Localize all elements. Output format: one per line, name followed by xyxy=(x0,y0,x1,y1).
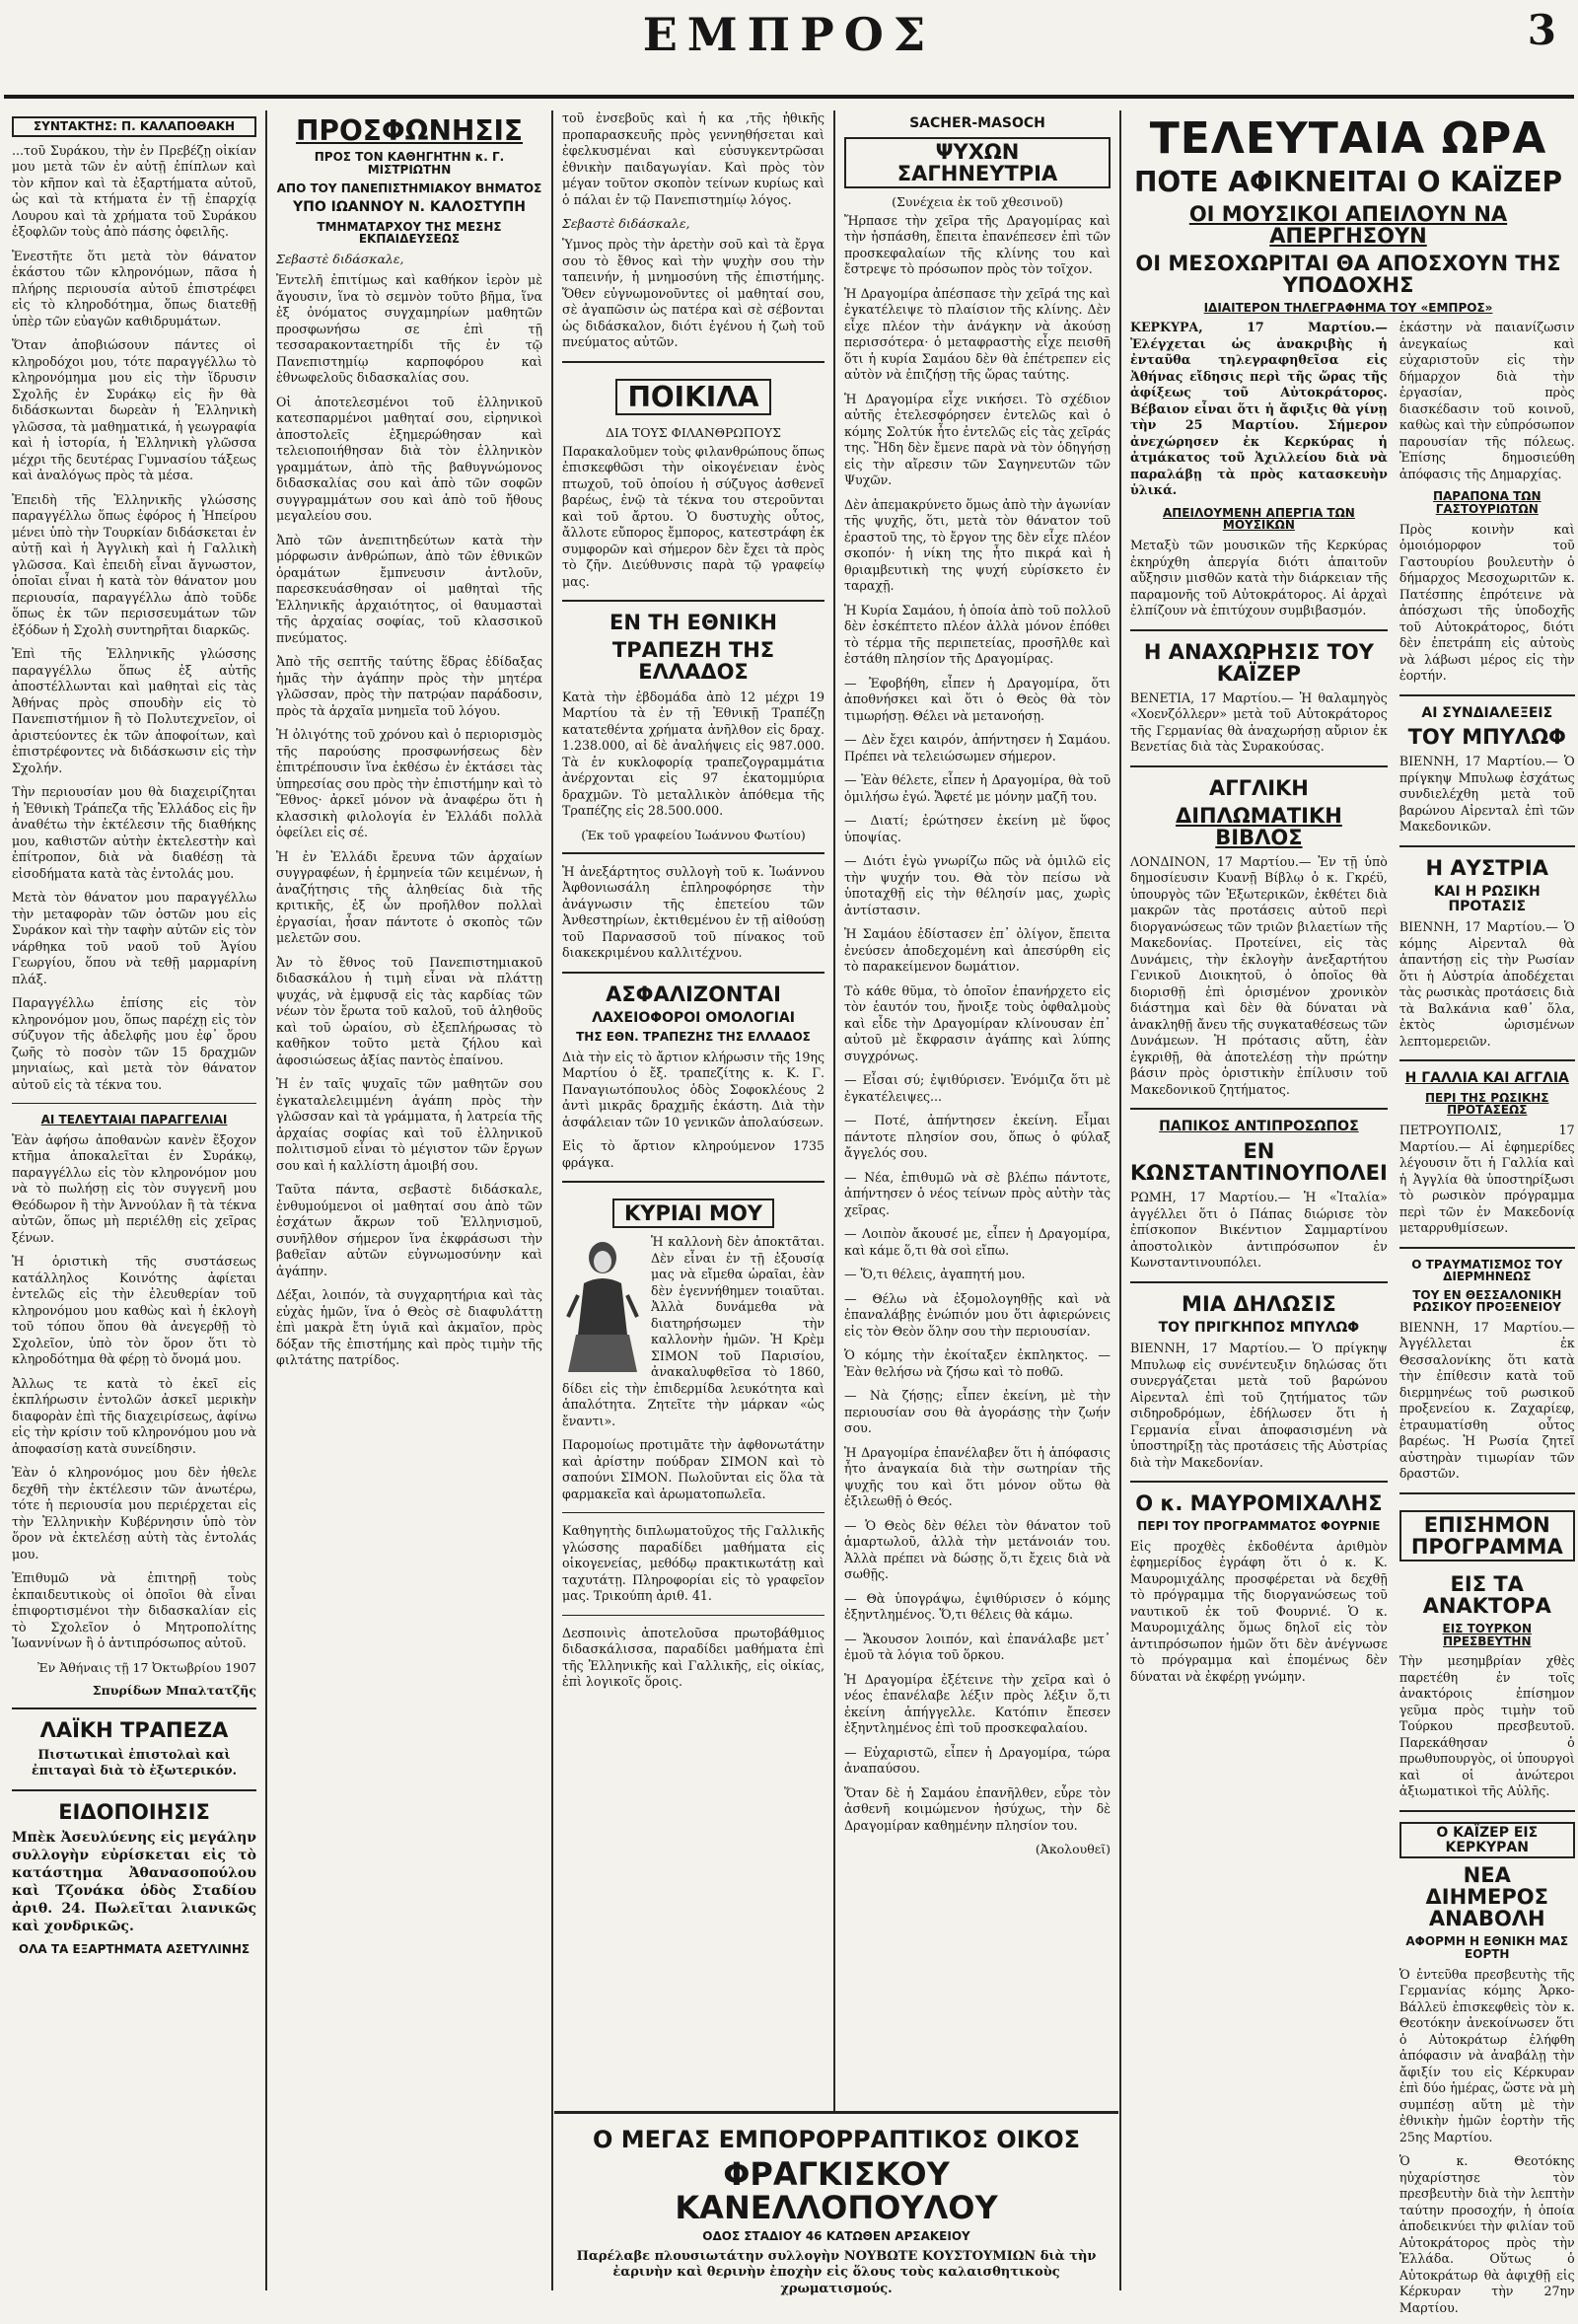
column-divider xyxy=(551,110,553,2290)
column-1 xyxy=(4,110,264,2290)
article-paragraph: Ἐντελῆ ἐπιτίμως καὶ καθήκον ἱερὸν μὲ ἄγουσιν, ἵνα τὸ σεμνὸν τοῦτο βῆμα, ἵνα ἐξ ὀνόματος συγχαμηρίων μαθητῶν προσφωνήσω σε ἐπὶ τῇ τεσσαρακονταετηρίδι τῆς ἐν τῷ Πανεπιστημίῳ καρποφόρου καὶ ἐθνωφελοῦς διδασκαλίας σου. xyxy=(276,272,542,386)
official-heading: ΕΙΣ ΤΑ ΑΝΑΚΤΟΡΑ xyxy=(1422,1572,1551,1619)
serial-paragraph: Ὁ κόμης τὴν ἐκοίταξεν ἐκπληκτος. — Ἐὰν θελήσω νὰ ζήσω καὶ τὸ ποθῶ. xyxy=(844,1347,1111,1379)
serial-paragraph: Ἡ Σαμάου ἐδίστασεν ἐπ᾽ ὀλίγον, ἔπειτα ἐνεύσεν ἀποδεχομένη καὶ ἀπεσύρθη εἰς τὸ παρακείμενον δωμάτιον. xyxy=(844,926,1111,975)
kaiser-return-heading: Η ΑΝΑΧΩΡΗΣΙΣ ΤΟΥ ΚΑΪΖΕΡ xyxy=(1143,639,1374,686)
article-paragraph: Ἀλλως τε κατὰ τὸ ἐκεῖ εἰς ἐκπλήρωσιν ἐντολῶν ἀσκεῖ μερικὴν διαφορὰν ἐπὶ τῆς διαχειρίσεως, ἀφίνω εἰς τὴν κρίσιν τοῦ κληρονόμου μου νὰ ἀποφασίσῃ κατὰ συνείδησιν. xyxy=(12,1375,256,1456)
bank-text: Πιστωτικαὶ ἐπιστολαὶ καὶ ἐπιταγαὶ διὰ τὸ ἐξωτερικόν. xyxy=(31,1746,238,1779)
masthead xyxy=(0,0,1578,103)
poikila-heading: ΠΟΙΚΙΛΑ xyxy=(615,379,770,415)
article-paragraph: Ἐὰν ὁ κληρονόμος μου δὲν ἠθελε δεχθῆ τὴν ἐκτέλεσιν τῶν ἀνωτέρω, τότε ἡ περιουσία μου περιέρχεται εἰς τὴν Ἑλληνικὴν Κυβέρνησιν ὑπὸ τὸν ὅρον νὰ ἐκτελέσῃ αὐτὴ τὰς ἐντολάς μου. xyxy=(12,1465,256,1561)
divider xyxy=(1130,1481,1388,1483)
serial-paragraph: — Θέλω νὰ ἐξομολογηθῇς καὶ νὰ ἐπαναλάβῃς ἐνώπιόν μου ὅτι ἀφιερώνεις εἰς τὸν Θεὸν ὅλην σου τὴν περιουσίαν. xyxy=(844,1290,1111,1339)
prince-heading: ΜΙΑ ΔΗΛΩΣΙΣ xyxy=(1182,1291,1336,1316)
bank-heading: ΕΝ ΤΗ ΕΘΝΙΚΗ xyxy=(610,611,777,635)
column-3 xyxy=(554,110,832,2290)
article-paragraph: Ἐνεστῆτε ὅτι μετὰ τὸν θάνατον ἑκάστου τῶν κληρονόμων, πᾶσα ἡ πλήρης περιουσία αὐτοῦ ἐπιστρέφει εἰς τὸ κληροδότημα, ὅπως διατεθῇ ὑπὲρ τῶν εὐαγῶν καθιδρυμάτων. xyxy=(12,248,256,328)
kaiser-return-text: ΒΕΝΕΤΙΑ, 17 Μαρτίου.— Ἡ θαλαμηγὸς «Χοενζόλλερν» μετὰ τοῦ Αὐτοκράτορος τῆς Γερμανίας θὰ ἀναχωρήσῃ αὔριον ἐκ Βενετίας διὰ τὰς Συρακούσας. xyxy=(1130,690,1388,755)
serial-paragraph: — Ποτέ, ἀπήντησεν ἐκείνη. Εἶμαι πάντοτε πλησίον σου, ὅπως ὁ φύλαξ ἄγγελός σου. xyxy=(844,1113,1111,1161)
column-divider xyxy=(265,110,267,2290)
serial-paragraph: — Ὅ,τι θέλεις, ἀγαπητή μου. xyxy=(844,1267,1026,1282)
ad-line-2: ΦΡΑΓΚΙΣΚΟΥ ΚΑΝΕΛΛΟΠΟΥΛΟΥ xyxy=(675,2155,998,2226)
meetings-text: ΒΙΕΝΝΗ, 17 Μαρτίου.— Ὁ πρίγκηψ Μπυλωφ ἐσχάτως συνδιελέχθη μετὰ τοῦ βαρώνου Αἰρενταλ ἐπὶ τῶν Μακεδονικῶν. xyxy=(1399,754,1575,835)
insurance-text: Εἰς τὸ ἄρτιον κληρούμενον 1735 φράγκα. xyxy=(562,1138,825,1170)
serial-paragraph: Ὅταν δὲ ἡ Σαμάου ἐπανῆλθεν, εὗρε τὸν ἀσθενῆ κοιμώμενον ἡσύχως, τὴν δὲ Δραγομίραν καθημένην πλησίον του. xyxy=(844,1784,1111,1833)
english-heading: ΔΙΠΛΩΜΑΤΙΚΗ ΒΙΒΛΟΣ xyxy=(1175,803,1342,849)
greeting: Σεβαστὲ διδάσκαλε, xyxy=(276,252,404,267)
serial-continued: (Συνέχεια ἐκ τοῦ χθεσινοῦ) xyxy=(892,193,1063,209)
divider xyxy=(1130,629,1388,631)
serial-title: ΨΥΧΩΝ ΣΑΓΗΝΕΥΤΡΙΑ xyxy=(844,137,1111,188)
pope-heading: ΕΝ ΚΩΝΣΤΑΝΤΙΝΟΥΠΟΛΕΙ xyxy=(1130,1138,1388,1186)
article-subheading: ΑΠΟ ΤΟΥ ΠΑΝΕΠΙΣΤΗΜΙΑΚΟΥ ΒΗΜΑΤΟΣ xyxy=(276,181,542,195)
serial-paragraph: — Εὐχαριστῶ, εἶπεν ἡ Δραγομίρα, τώρα ἀναπαύσου. xyxy=(844,1744,1111,1777)
article-paragraph: Μετὰ τὸν θάνατον μου παραγγέλλω τὴν μεταφορὰν τῶν ὀστῶν μου εἰς Συράκον καὶ τὴν ταφὴν αὐτῶν εἰς τὸν νάρθηκα τοῦ ναοῦ τοῦ Ἁγίου Γεωργίου, ὅπου νὰ τεθῇ μαρμαρίνη πλάξ. xyxy=(12,890,256,986)
column-divider xyxy=(833,110,835,2290)
col5-left-text: ἑκάστην νὰ παιανίζωσιν ἀνεγκαίως καὶ εὐχαριστοῦν εἰς τὴν δήμαρχον διὰ τὴν ἐργασίαν, πρὸς διασκέδασιν τοῦ κοινοῦ, καθὼς καὶ τὴν εὐπρόσωπον παρουσίαν τῆς πόλεως. Ἐπίσης δημοσιεύθη ἀπόφασις τῆς Δημαρχίας. xyxy=(1399,320,1575,481)
serial-paragraph: — Ἐφοβήθη, εἶπεν ἡ Δραγομίρα, ὅτι ἀποθνήσκει καὶ ὅτι ὁ Θεὸς θὰ τὸν τιμωρήσῃ. Θέλει νὰ μετανοήσῃ. xyxy=(844,675,1111,723)
mauro-heading: ΠΕΡΙ ΤΟΥ ΠΡΟΓΡΑΜΜΑΤΟΣ ΦΟΥΡΝΙΕ xyxy=(1137,1519,1381,1534)
official-heading: ΕΙΣ ΤΟΥΡΚΟΝ ΠΡΕΣΒΕΥΤΗΝ xyxy=(1442,1622,1532,1648)
divider xyxy=(562,1512,825,1513)
ad-line-4: Παρέλαβε πλουσιωτάτην συλλογὴν ΝΟΥΒΩΤΕ ΚΟΥΣΤΟΥΜΙΩΝ διὰ τὴν ἐαρινὴν καὶ θερινὴν ἐποχὴν εἰς ὅλους τοὺς καλαισθητικοὺς χρωματισμούς. xyxy=(576,2248,1097,2296)
divider xyxy=(1399,1810,1575,1812)
pope-text: ΡΩΜΗ, 17 Μαρτίου.— Ἡ «Ἰταλία» ἀγγέλλει ὅτι ὁ Πάπας διώρισε τὸν ἐπίσκοπον Βικέντιον Σαμμαρτίνου ἀποστολικὸν ἀντιπρόσωπον ἐν Κωνσταντινουπόλει. xyxy=(1130,1190,1388,1271)
serial-paragraph: Ἡ Δραγομίρα ἐπανέλαβεν ὅτι ἡ ἀπόφασις ἦτο ἀναγκαία διὰ τὴν σωτηρίαν τῆς ψυχῆς του καὶ ὅτι μόνον οὕτω θὰ ἐξιλεωθῇ ὁ Θεός. xyxy=(844,1444,1111,1509)
strike-heading: ΑΠΕΙΛΟΥΜΕΝΗ ΑΠΕΡΓΙΑ ΤΩΝ ΜΟΥΣΙΚΩΝ xyxy=(1162,505,1355,533)
national-text: Ὁ ἐντεῦθα πρεσβευτὴς τῆς Γερμανίας κόμης Ἀρκο-Βάλλεϋ ἐπισκεφθεὶς τὸν κ. Θεοτόκην ἀνεκοίνωσεν ὅτι ὁ Αὐτοκράτωρ ἐλήφθη ἀπόφασιν νὰ ἀναβάλῃ τὴν ἄφιξίν του εἰς Κέρκυραν ἐπὶ δύο ἡμέρας, ὥστε νὰ μὴ συμπέσῃ αὕτη μὲ τὴν ἐθνικὴν ἡμῶν ἑορτὴν τῆς 25ης Μαρτίου. xyxy=(1399,1966,1575,2144)
divider xyxy=(1399,845,1575,847)
austria-text: ΒΙΕΝΝΗ, 17 Μαρτίου.— Ὁ κόμης Αἰρενταλ θὰ ἀπαντήσῃ εἰς τὴν Ρωσίαν ὅτι ἡ Αὐστρία ἀποδέχεται τὰς ρωσικὰς προτάσεις διὰ τὰ Βαλκάνια καθ᾽ ὅλα, ἐκτὸς ὡρισμένων λεπτομερειῶν. xyxy=(1399,919,1575,1049)
article-paragraph: Ἡ ὁριστικὴ τῆς συστάσεως κατάλληλος Κοινότης ἀφίεται ἐντελῶς εἰς τὴν ἐλευθερίαν τοῦ κληρονόμου μου καθὼς καὶ ἡ ἐκλογὴ τοῦ τόπου ὅπου θὰ ἀνεγερθῇ τὸ Σχολεῖον, ὑπὸ τὸν ὅρον ὅτι τὸ κληροδότημα θὰ φέρῃ τὸ ὄνομά μου. xyxy=(12,1254,256,1367)
article-paragraph: Ὅταν ἀποβιώσουν πάντες οἱ κληροδόχοι μου, τότε παραγγέλλω τὸ κληρονόμημα μου εἰς τὴν ἵδρυσιν Σχολῆς ἐν Συράκῳ εἰς ἣν θὰ διδάσκωνται δωρεὰν ἡ Ἑλληνικὴ γλῶσσα, τὰ μαθηματικά, ἡ γεωγραφία καὶ ἡ ἱστορία, ἡ Ἑλληνικὴ γλῶσσα μέχρι τῆς δευτέρας Γυμνασίου τάξεως καὶ ἀναλόγως πρὸς τὰ μέσα. xyxy=(12,337,256,483)
national-text: Ὁ κ. Θεοτόκης ηὐχαρίστησε τὸν πρεσβευτὴν διὰ τὴν λεπτὴν ταύτην προσοχήν, ἡ ὁποία ἀποδεικνύει τὴν φιλίαν τοῦ Αὐτοκράτορος πρὸς τὴν Ἑλλάδα. Οὕτως ὁ Αὐτοκράτωρ θὰ ἀφιχθῇ εἰς Κέρκυραν τὴν 27ην Μαρτίου. xyxy=(1399,2153,1575,2315)
teacher-ad: Καθηγητὴς διπλωματοῦχος τῆς Γαλλικῆς γλώσσης παραδίδει μαθήματα εἰς οἰκογενείας, μεθόδῳ πρακτικωτάτῃ καὶ ταχυτάτῃ. Πληροφορίαι εἰς τὸ γραφεῖον μας. Τρικούπη ἀριθ. 41. xyxy=(562,1523,825,1604)
serial-paragraph: Ἡ Κυρία Σαμάου, ἡ ὁποία ἀπὸ τοῦ πολλοῦ δὲν ἐσκέπτετο πλέον ἀλλὰ μόνον ἐπόθει τὸ τέρμα τῆς περιπετείας, προσῆλθε καὶ ἐστάθη πλησίον τῆς Δραγομίρας. xyxy=(844,602,1111,667)
official-heading: ΕΠΙΣΗΜΟΝ ΠΡΟΓΡΑΜΜΑ xyxy=(1399,1510,1575,1561)
pope-heading: ΠΑΠΙΚΟΣ ΑΝΤΙΠΡΟΣΩΠΟΣ xyxy=(1159,1119,1359,1135)
greeting: Σεβαστὲ διδάσκαλε, xyxy=(562,216,690,231)
article-paragraph: Ταῦτα πάντα, σεβαστὲ διδάσκαλε, ἐνθυμούμενοι οἱ μαθηταί σου ἀπὸ τῶν ἐσχάτων ἄκρων τοῦ Ἑλληνισμοῦ, συνῆλθον σήμερον ἵνα ἐκφράσωσι τὴν βαθεῖαν αὐτῶν εὐγνωμοσύνην καὶ ἀγάπην. xyxy=(276,1182,542,1278)
article-paragraph: Ἐπιθυμῶ νὰ ἐπιτηρῇ τοὺς ἐκπαιδευτικοὺς οἱ ὁποῖοι θὰ εἶναι ἐπιφορτισμένοι τὴν διδασκαλίαν εἰς τὸ Σχολεῖον ὁ Μητροπολίτης Ἰωαννίνων ἢ ὁ ἀντιπρόσωπος αὐτοῦ. xyxy=(12,1570,256,1651)
national-heading: ΑΦΟΡΜΗ Η ΕΘΝΙΚΗ ΜΑΣ ΕΟΡΤΗ xyxy=(1405,1934,1569,1961)
mauro-text: Εἰς προχθὲς ἐκδοθέντα ἀριθμὸν ἐφημερίδος ἐγράφη ὅτι ὁ κ. Κ. Μαυρομιχάλης προσφέρεται νὰ δεχθῇ τὸ πρόγραμμα τῆς διοργανώσεως τοῦ ναυτικοῦ ἐκ τοῦ Φουρνιέ. Ὁ κ. Μαυρομιχάλης ὅμως δηλοῖ εἰς τὸν ἀντιπρόσωπον ἡμῶν ὅτι δὲν ἀνέγνωσε τὸ πρόγραμμα καὶ ἑπομένως δὲν δύναται νὰ ἐκφέρῃ γνώμην. xyxy=(1130,1538,1388,1684)
divider xyxy=(562,852,825,854)
headline-sub: ΙΔΙΑΙΤΕΡΟΝ ΤΗΛΕΓΡΑΦΗΜΑ ΤΟΥ «ΕΜΠΡΟΣ» xyxy=(1203,300,1493,315)
insurance-heading: ΑΣΦΑΛΙΖΟΝΤΑΙ xyxy=(606,981,781,1006)
article-paragraph: Δέξαι, λοιπόν, τὰ συγχαρητήρια καὶ τὰς εὐχὰς ἡμῶν, ἵνα ὁ Θεὸς σὲ διαφυλάττῃ ἐπὶ μακρὰ ἔτη ὑγιᾶ καὶ ἀκμαῖον, πρὸς δόξαν τῆς ἐπιστήμης καὶ πρὸς τιμὴν τῆς φιλτάτης πατρίδος. xyxy=(276,1287,542,1368)
article-paragraph: Ἀπὸ τῶν ἀνεπιτηδεύτων κατὰ τὴν μόρφωσιν ἀνθρώπων, ἀπὸ τῶν ἐθνικῶν ὀραμάτων ἔμπνευσιν ἀντλοῦν, παρεσκευάσθησαν οἱ μαθηταὶ τῆς Ἑλληνικῆς ἀρχαιότητος, οἱ θαυμασταὶ τῆς ἀρχαίας σοφίας, τοῦ κλασσικοῦ πνεύματος. xyxy=(276,532,542,645)
new-delay-heading: ΝΕΑ ΔΙΗΜΕΡΟΣ ΑΝΑΒΟΛΗ xyxy=(1425,1863,1548,1931)
bank-note: (Ἐκ τοῦ γραφείου Ἰωάννου Φωτίου) xyxy=(581,827,806,842)
column-2 xyxy=(268,110,550,2290)
serial-author: SACHER-MASOCH xyxy=(909,115,1045,131)
divider xyxy=(562,600,825,602)
serial-paragraph: — Θὰ ὑπογράψω, ἐψιθύρισεν ὁ κόμης ἐξηντλημένος. Ὅ,τι θέλεις θὰ κάμω. xyxy=(844,1590,1111,1623)
section-heading: ΑΙ ΤΕΛΕΥΤΑΙΑΙ ΠΑΡΑΓΓΕΛΙΑΙ xyxy=(40,1113,228,1127)
article-subheading: ΥΠΟ ΙΩΑΝΝΟΥ Ν. ΚΑΛΟΣΤΥΠΗ xyxy=(293,199,526,216)
editor-header: ΣΥΝΤΑΚΤΗΣ: Π. ΚΑΛΑΠΟΘΑΚΗ xyxy=(12,116,256,137)
divider xyxy=(12,1707,256,1709)
serial-paragraph: — Νὰ ζήσῃς; εἶπεν ἐκείνη, μὲ τὴν περιουσίαν σου θὰ ἀγοράσῃς τὴν ζωήν σου. xyxy=(844,1388,1111,1436)
article-paragraph: Οἱ ἀποτελεσμένοι τοῦ ἑλληνικοῦ κατεσπαρμένοι μαθηταί σου, εἰρηνικοὶ ἀποστολεῖς ἐξημερώθησαν καὶ τελειοποιήθησαν διὰ τὸν ἑλληνικὸν γραμμάτων, ἀπὸ τῆς βαθυγνώμονος διδασκαλίας σου καὶ ἀπὸ τῶν σοφῶν συγγραμμάτων σου καὶ ἀπὸ τοῦ ἤθους μεγαλείου σου. xyxy=(276,394,542,524)
serial-paragraph: — Νέα, ἐπιθυμῶ νὰ σὲ βλέπω πάντοτε, ἀπήντησεν ὁ νέος τείνων πρὸς αὐτὴν τὰς χεῖρας. xyxy=(844,1169,1111,1217)
english-heading: ΑΓΓΛΙΚΗ xyxy=(1208,775,1309,800)
divider xyxy=(562,972,825,974)
article-paragraph: Ἡ ὀλιγότης τοῦ χρόνου καὶ ὁ περιορισμὸς τῆς παρούσης προσφωνήσεως δὲν ἐπιτρέπουσιν ἵνα ἐκθέσω ἐν ἐκτάσει τὰς ὑπηρεσίας σου πρὸς τὴν ἐπιστήμην καὶ τὸ Ἔθνος· ἀρκεῖ μόνον νὰ ἀναφέρω ὅτι ἡ κλασσικὴ φιλολογία ἐν Ἑλλάδι πολλὰ ὀφείλει εἰς σέ. xyxy=(276,727,542,840)
english-text: ΛΟΝΔΙΝΟΝ, 17 Μαρτίου.— Ἐν τῇ ὑπὸ δημοσίευσιν Κυανῇ Βίβλῳ ὁ κ. Γκρέϋ, ὑπουργὸς τῶν Ἐξωτερικῶν, ἐκθέτει διὰ μακρῶν τὰς προτάσεις αὐτοῦ περὶ διοργανώσεως τῶν τριῶν βιλαετίων τῆς Μακεδονίας. Προτείνει, εἰς τὰς Δυνάμεις, τὴν ἐκλογὴν ἀνεξαρτήτου Γενικοῦ Διοικητοῦ, ὁ ὁποῖος θὰ διορισθῇ ἐπὶ ὁρισμένον χρονικὸν διάστημα καὶ δὲν θὰ δύναται νὰ ἀνακληθῇ ἄνευ τῆς συγκαταθέσεως τῶν Δυνάμεων. Ἡ πρότασις αὕτη, ἐὰν ἐγκριθῇ, θὰ ἀποτελέσῃ τὴν πρώτην βάσιν πρὸς ὁριστικὴν ἐπίλυσιν τοῦ Μακεδονικοῦ ζητήματος. xyxy=(1130,853,1388,1097)
notices-heading: ΕΙΔΟΠΟΙΗΣΙΣ xyxy=(58,1799,210,1824)
divider xyxy=(12,1103,256,1104)
article-paragraph: Παραγγέλλω ἐπίσης εἰς τὸν κληρονόμον μου, ὅπως παρέχῃ εἰς τὸν σύζυγον τῆς ἀδελφῆς μου ἐφ᾽ ὅρου ζωῆς τὸ ποσὸν τῶν 15 δραχμῶν μηνιαίως, καὶ μετὰ τὸν θάνατον αὐτοῦ εἰς τὰ τέκνα του. xyxy=(12,995,256,1092)
kaiser-kerkyra-heading: Ο ΚΑΪΖΕΡ ΕΙΣ ΚΕΡΚΥΡΑΝ xyxy=(1399,1822,1575,1858)
notices-text: Μπὲκ Ἀσευλύενης εἰς μεγάλην συλλογὴν εὐρίσκεται εἰς τὸ κατάστημα Ἀθανασοπούλου καὶ Τζονάκα ὁδὸς Σταδίου ἀριθ. 24. Πωλεῖται λιανικῶς καὶ χονδρικῶς. xyxy=(12,1829,256,1934)
article-paragraph: Ἡ ἐν ταῖς ψυχαῖς τῶν μαθητῶν σου ἐγκαταλελειμμένη ἀγάπη πρὸς τὴν γλῶσσαν καὶ τὰ γράμματα, ἡ λατρεία τῆς ἀρχαίας σοφίας καὶ τοῦ ἑλληνικοῦ πολιτισμοῦ εἶναι τὸ μέγιστον τῶν ἔργων σου καὶ ἡ καλλίστη ἀμοιβή σου. xyxy=(276,1076,542,1173)
poikila-text: Παρακαλοῦμεν τοὺς φιλανθρώπους ὅπως ἐπισκεφθῶσι τὴν οἰκογένειαν ἑνὸς πτωχοῦ, τοῦ ὁποίου ἡ σύζυγος ἀσθενεῖ βαρέως, ἐνῷ τὰ τέκνα του στεροῦνται καὶ τοῦ ἄρτου. Ὁ δυστυχὴς οὗτος, ἄλλοτε εὔπορος ἔμπορος, κατεστράφη ἐκ συμφορῶν καὶ σήμερον δὲν ἔχει τὰ πρὸς τὸ ζῆν. Διεύθυνσις παρὰ τῷ γραφείῳ μας. xyxy=(562,443,825,589)
trauma-heading: ΤΟΥ ΕΝ ΘΕΣΣΑΛΟΝΙΚΗ ΡΩΣΙΚΟΥ ΠΡΟΞΕΝΕΙΟΥ xyxy=(1412,1287,1562,1315)
article-paragraph: Ἀπὸ τῆς σεπτῆς ταύτης ἕδρας ἐδίδαξας ἡμᾶς τὴν ἀγάπην πρὸς τὴν μητέρα γλῶσσαν, πρὸς τὴν πατρῴαν παράδοσιν, πρὸς τὰ ἀρχαῖα μνημεῖα τοῦ λόγου. xyxy=(276,654,542,718)
bank-text: Κατὰ τὴν ἑβδομάδα ἀπὸ 12 μέχρι 19 Μαρτίου τὰ ἐν τῇ Ἐθνικῇ Τραπέζῃ κατατεθέντα χρήματα ἀνῆλθον εἰς δραχ. 1.238.000, αἱ δὲ ἀναλήψεις εἰς 987.000. Τὰ ἐν κυκλοφορίᾳ τραπεζογραμμάτια ἀνέρχονται εἰς 97 ἑκατομμύρια δραχμῶν. Τὸ μεταλλικὸν ἀπόθεμα τῆς Τραπέζης εἰς 28.500.000. xyxy=(562,689,825,819)
serial-paragraph: — Ἄκουσον λοιπόν, καὶ ἐπανάλαβε μετ᾽ ἐμοῦ τὰ λόγια τοῦ ὅρκου. xyxy=(844,1631,1111,1663)
article-paragraph: ...τοῦ Συράκου, τὴν ἐν Πρεβέζῃ οἰκίαν μου μετὰ τῶν ἐν αὐτῇ ἐπίπλων καὶ τὸν κῆπον καὶ τὰ ἐξαρτήματα αὐτοῦ, ὡς καὶ τὰ κτήματα ἐν τῇ ἐπαρχίᾳ Λουρου καὶ τὰ χρήματα τοῦ Συράκου ἐξοφλῶν τοὺς ἀπὸ πάσης ὀφειλῆς. xyxy=(12,142,256,240)
serial-paragraph: — Δὲν ἔχει καιρόν, ἀπήντησεν ἡ Σαμάου. Πρέπει νὰ τελειώσωμεν σήμερον. xyxy=(844,732,1111,763)
divider xyxy=(1399,1247,1575,1249)
serial-continued-note: (Ἀκολουθεῖ) xyxy=(1035,1842,1111,1857)
prince-text: ΒΙΕΝΝΗ, 17 Μαρτίου.— Ὁ πρίγκηψ Μπυλωφ εἰς συνέντευξιν δηλώσας ὅτι συνεργάζεται μετὰ τοῦ βαρώνου Αἰρενταλ ἐπὶ τοῦ ζητήματος τῶν σιδηροδρόμων, ἐδήλωσεν ὅτι ἡ Γερμανία εἶναι ἀποφασισμένη νὰ ὑποστηρίξῃ τὰς προτάσεις τῆς Αὐστρίας διὰ τὴν Μακεδονίαν. xyxy=(1130,1341,1388,1470)
serial-paragraph: Ἡ Δραγομίρα ἀπέσπασε τὴν χεῖρά της καὶ ἐγκατέλειψε τὸ πλαίσιον τῆς κλίνης. Δὲν εἶχε πλέον τὴν ἀνάγκην νὰ ἀκούσῃ περισσότερα· ὁ μεταφραστὴς εἶχε πεισθῆ ὅτι ἡ κυρία Σαμάου δὲν θὰ ἐπέτρεπεν εἰς αὐτὸν νὰ ἐπιζήσῃ τῆς ὥρας ταύτης. xyxy=(844,285,1111,383)
serial-paragraph: — Λοιπὸν ἄκουσέ με, εἶπεν ἡ Δραγομίρα, καὶ κάμε ὅ,τι θὰ σοὶ εἴπω. xyxy=(844,1226,1111,1258)
serial-paragraph: Δὲν ἀπεμακρύνετο ὅμως ἀπὸ τὴν ἀγωνίαν τῆς ψυχῆς, ὅτι, μετὰ τὸν θάνατον τοῦ ἐραστοῦ της, τὸ ἔργον της δὲν εἶχε πλέον σκοπόν· ἡ νίκη της ἦτο πικρά καὶ ἡ θριαμβευτικὴ της ψυχή εὑρίσκετο ἐν ταραχῇ. xyxy=(844,496,1111,594)
france-heading: ΠΕΡΙ ΤΗΣ ΡΩΣΙΚΗΣ ΠΡΟΤΑΣΕΩΣ xyxy=(1425,1090,1549,1118)
signature-date: Ἐν Ἀθήναις τῇ 17 Ὀκτωβρίου 1907 xyxy=(36,1659,256,1675)
insurance-subheading: ΛΑΧΕΙΟΦΟΡΟΙ ΟΜΟΛΟΓΙΑΙ xyxy=(592,1009,795,1026)
restaurant-heading: ΠΑΡΑΠΟΝΑ ΤΩΝ ΓΑΣΤΟΥΡΙΩΤΩΝ xyxy=(1432,489,1542,516)
article-heading: ΠΡΟΣΦΩΝΗΣΙΣ xyxy=(295,114,524,147)
headline-sub: ΟΙ ΜΟΥΣΙΚΟΙ ΑΠΕΙΛΟΥΝ ΝΑ ΑΠΕΡΓΗΣΟΥΝ xyxy=(1188,201,1508,248)
meetings-heading: ΑΙ ΣΥΝΔΙΑΛΕΞΕΙΣ xyxy=(1421,704,1553,721)
serial-paragraph: — Διότι ἐγὼ γνωρίζω πῶς νὰ ὁμιλῶ εἰς τὴν ψυχήν του. Θὰ τὸν πείσω νὰ ὑποταχθῇ εἰς τὴν θέλησίν μας, χωρὶς ἀντίστασιν. xyxy=(844,853,1111,917)
newspaper-title: ΕΜΠΡΟΣ xyxy=(642,8,936,61)
france-text: ΠΕΤΡΟΥΠΟΛΙΣ, 17 Μαρτίου.— Αἱ ἐφημερίδες λέγουσιν ὅτι ἡ Γαλλία καὶ ἡ Ἀγγλία θὰ ὑποστηρίξωσι τὸ ρωσικὸν πρόγραμμα περὶ τῶν ἐν Μακεδονίᾳ μεταρρυθμίσεων. xyxy=(1399,1123,1575,1236)
meetings-heading: ΤΟΥ ΜΠΥΛΩΦ xyxy=(1407,725,1566,750)
bank-heading: ΤΡΑΠΕΖΗ ΤΗΣ ΕΛΛΑΔΟΣ xyxy=(611,638,775,685)
article-subheading: ΤΜΗΜΑΤΑΡΧΟΥ ΤΗΣ ΜΕΣΗΣ ΕΚΠΑΙΔΕΥΣΕΩΣ xyxy=(317,219,502,247)
serial-paragraph: — Διατί; ἐρώτησεν ἐκείνη μὲ ὕφος ὑποψίας. xyxy=(844,813,1111,844)
article-paragraph: Ἐπειδὴ τῆς Ἑλληνικῆς γλώσσης παραγγέλλω ὅπως ἐφόρος ἡ Ἠπείρου μένει ὑπὸ τὴν Τουρκίαν διδάσκεται ἐν αὐτῇ καὶ ἡ Ἀγγλικὴ καὶ ἡ Γαλλικὴ γλῶσσα. Καὶ ἐπειδὴ εἶναι ἄγνωστον, ὁποῖαι εἶναι ἡ κατὰ τὸν θάνατον μου περιουσία, παραγγέλλω ἀπὸ τοῦδε ὅπως ἐκ τῶν περισσευμάτων τῶν ἐξόδων ἡ Σχολὴ συντηρῆται διαρκῶς. xyxy=(12,491,256,637)
column-4 xyxy=(836,110,1118,2290)
divider xyxy=(562,1181,825,1183)
austria-heading: Η ΑΥΣΤΡΙΑ xyxy=(1425,855,1548,880)
article-paragraph: Τὴν περιουσίαν μου θὰ διαχειρίζηται ἡ Ἐθνικὴ Τράπεζα τῆς Ἑλλάδος εἰς ἣν ἀναθέτω τὴν ἐκτέλεσιν τῆς διαθήκης μου, καθιστῶν αὐτὴν ἐκτελεστὴν καὶ ἐπίτροπον, διὰ νὰ διαθέσῃ τὰ εἰσοδήματα κατὰ τὰς ἐντολάς μου. xyxy=(12,784,256,881)
article-paragraph: Ἐὰν ἀφήσω ἀποθανὼν κανὲν ἔξοχον κτῆμα ἀποκαλεῖται ἐν Συράκῳ, παραγγέλλω εἰς τὸν κληρονόμον μου νὰ τὸ πωλήσῃ εἰς τὸν συγγενῆ μου Θεόδωρον ἢ τὴν Ἀννούλαν ἢ τὰ τέκνα αὐτῶν, ὅπως μὴ περιέλθῃ εἰς χεῖρας ξένων. xyxy=(12,1131,256,1245)
masthead-rule xyxy=(4,95,1574,99)
divider xyxy=(12,1789,256,1791)
poikila-subheading: ΔΙΑ ΤΟΥΣ ΦΙΛΑΝΘΡΩΠΟΥΣ xyxy=(605,424,782,440)
kyriai-text-body: Ἡ καλλονὴ δὲν ἀποκτᾶται. Δὲν εἶναι ἐν τῇ ἐξουσίᾳ μας νὰ εἴμεθα ὡραῖαι, ἐὰν δὲν ἐγεννήθημεν τοιαῦται. Ἀλλὰ δυνάμεθα νὰ διατηρήσωμεν τὴν καλλονὴν ἡμῶν. Ἡ Κρὲμ ΣΙΜΟΝ τοῦ Παρισίου, ἀνακαλυφθεῖσα τὸ 1860, δίδει εἰς τὴν ἐπιδερμίδα λευκότητα καὶ ἁπαλότητα. Ζητεῖτε τὴν μάρκαν «ὡς ἔναντι». xyxy=(562,1234,825,1428)
lady-illustration-icon xyxy=(562,1236,643,1376)
society-text: Ἡ ἀνεξάρτητος συλλογὴ τοῦ κ. Ἰωάννου Ἀφθονιωσάλη ἐπληροφόρησε τὴν ἀνάγνωσιν τῆς ἐπετείου τῶν Ἀνθεστηρίων, ἐκτιθεμένου ἐν τῇ αἰθούσῃ τοῦ Παρνασσοῦ τοῦ πίνακος τοῦ διακεκριμένου καλλιτέχνου. xyxy=(562,863,825,961)
article-paragraph: Ἡ ἐν Ἑλλάδι ἔρευνα τῶν ἀρχαίων συγγραφέων, ἡ ἑρμηνεία τῶν κειμένων, ἡ ἀναζήτησις τῆς ἀληθείας διὰ τῆς κριτικῆς, ἐξ ὧν προῆλθον πολλαὶ ἐργασίαι, ἦσαν πάντοτε ὁ σκοπὸς τῶν μελετῶν σου. xyxy=(276,848,542,946)
divider xyxy=(1399,694,1575,696)
main-headline: ΤΕΛΕΥΤΑΙΑ ΩΡΑ xyxy=(1149,113,1547,164)
shop-advertisement xyxy=(554,2111,1118,2296)
article-paragraph: Ἐπὶ τῆς Ἑλληνικῆς γλώσσης παραγγέλλω ὅπως ἐξ αὐτῆς ἀποστέλλωνται καὶ μαθηταὶ εἰς τὰς Ἀθήνας πρὸς σπουδὴν εἰς τὸ Πανεπιστήμιον ἢ τὸ Πολυτεχνεῖον, οἱ ἀριστεύοντες ἐκ τῶν ἀποφοίτων, καὶ ἐπιστρέφοντες νὰ διδάσκωσιν εἰς τὴν Σχολήν. xyxy=(12,646,256,775)
austria-heading: ΚΑΙ Η ΡΩΣΙΚΗ ΠΡΟΤΑΣΙΣ xyxy=(1433,883,1541,914)
mauro-heading: Ο κ. ΜΑΥΡΟΜΙΧΑΛΗΣ xyxy=(1135,1491,1383,1516)
bank-heading: ΛΑΪΚΗ ΤΡΑΠΕΖΑ xyxy=(39,1717,229,1742)
page-number: 3 xyxy=(1527,6,1556,54)
serial-paragraph: Τὸ κάθε θῦμα, τὸ ὁποῖον ἐπανήρχετο εἰς τὸν ἑαυτόν του, ἤνοιξε τοὺς ὀφθαλμοὺς καὶ εἶδε τὴν Δραγομίραν κλίνουσαν ἐπ᾽ αὐτοῦ μὲ ἔκφρασιν ἀγάπης καὶ λύπης συγχρόνως. xyxy=(844,982,1111,1063)
insurance-subheading: ΤΗΣ ΕΘΝ. ΤΡΑΠΕΖΗΣ ΤΗΣ ΕΛΛΑΔΟΣ xyxy=(576,1030,811,1045)
divider xyxy=(1130,1108,1388,1110)
kyriai-text xyxy=(562,1234,825,1429)
france-heading: Η ΓΑΛΛΙΑ ΚΑΙ ΑΓΓΛΙΑ xyxy=(1404,1070,1569,1087)
insurance-text: Διὰ τὴν εἰς τὸ ἄρτιον κλήρωσιν τῆς 19ης Μαρτίου ὁ ἔξ. τραπεζίτης κ. Κ. Γ. Παναγιωτόπουλος ὁδὸς Σοφοκλέους 2 ἀντὶ μικρᾶς δραχμῆς ἑκάστη. Διὰ τὴν ἀσφάλειαν τῶν 10 γενικῶν ἀπολαύσεων. xyxy=(562,1049,825,1129)
serial-paragraph: Ἡ Δραγομίρα ἐξέτεινε τὴν χεῖρα καὶ ὁ νέος ἐπανέλαβε λέξιν πρὸς λέξιν ὅ,τι ἐκείνη ἀπήγγελλε. Κατόπιν ἔπεσεν ἐξηντλημένος ἐπὶ τοῦ προσκεφαλαίου. xyxy=(844,1671,1111,1736)
article-paragraph: τοῦ ἐνσεβοῦς καὶ ἡ κα ,τῆς ἠθικῆς προπαρασκευῆς πρὸς γεννηθήσεται καὶ ἐφελκυσμέναι καὶ εὐσυγκεντρῶσαι ἐθνικὴν παιδαγωγίαν. Καὶ πρὸς τὸν μέγαν τοῦτον σκοπὸν τείνων κυρίως καὶ ὁ πάλαι ἐν τῷ Πανεπιστημίῳ λόγος. xyxy=(562,110,825,207)
serial-paragraph: — Ἐὰν θέλετε, εἶπεν ἡ Δραγομίρα, θὰ τοῦ ὁμιλήσω ἐγώ. Ἄφετέ με μόνην μαζῆ του. xyxy=(844,772,1111,804)
article-paragraph: Ἀν τὸ ἔθνος τοῦ Πανεπιστημιακοῦ διδασκάλου ἡ τιμὴ εἶναι νὰ πλάττῃ ψυχάς, νὰ ἐμφυσᾷ εἰς τὰς καρδίας τῶν νέων τὸν ἔρωτα τοῦ καλοῦ, τοῦ ἀληθοῦς καὶ τοῦ ὡραίου, σὺ ἐξεπλήρωσας τὸ καθῆκον τοῦτο μετὰ ζήλου καὶ ἀφοσιώσεως ἀξίας παντὸς ἐπαίνου. xyxy=(276,954,542,1067)
trauma-text: ΒΙΕΝΝΗ, 17 Μαρτίου.— Ἀγγέλλεται ἐκ Θεσσαλονίκης ὅτι κατὰ τὴν ἐπίθεσιν κατὰ τοῦ διερμηνέως τοῦ ρωσικοῦ προξενείου κ. Ζαχαρίεφ, ἐτραυματίσθη οὗτος βαρέως. Ἡ Ρωσία ζητεῖ αὐστηρὰν τιμωρίαν τῶν δραστῶν. xyxy=(1399,1319,1575,1482)
article-subheading: ΠΡΟΣ ΤΟΝ ΚΑΘΗΓΗΤΗΝ κ. Γ. ΜΙΣΤΡΙΩΤΗΝ xyxy=(314,150,505,177)
headline-sub: ΟΙ ΜΕΣΟΧΩΡΙΤΑΙ ΘΑ ΑΠΟΣΧΟΥΝ ΤΗΣ ΥΠΟΔΟΧΗΣ xyxy=(1135,251,1561,297)
official-text: Τὴν μεσημβρίαν χθὲς παρετέθη ἐν τοῖς ἀνακτόροις ἐπίσημον γεῦμα πρὸς τιμὴν τοῦ Τούρκου πρεσβευτοῦ. Παρεκάθησαν ὁ πρωθυπουργὸς, οἱ ὑπουργοὶ καὶ οἱ ἀνώτεροι ἀξιωματικοὶ τῆς Αὐλῆς. xyxy=(1399,1653,1575,1799)
signature-name: Σπυρίδων Μπαλτατζῆς xyxy=(92,1682,256,1698)
restaurant-text: Πρὸς κοινὴν καὶ ὁμοιόμορφον τοῦ Γαστουρίου βουλευτὴν ὁ δήμαρχος Μεσοχωριτῶν κ. Πατέσπης ἐπρότεινε νὰ ἀπόσχωσι τῆς ὑποδοχῆς τοῦ Αὐτοκράτορος, διότι δὲν ἐπετράπη εἰς αὐτοὺς νὰ λάβωσι μέρος εἰς τὴν ἑορτήν. xyxy=(1399,521,1575,684)
kyriai-heading: ΚΥΡΙΑΙ ΜΟΥ xyxy=(612,1198,774,1228)
kyriai-text: Παρομοίως προτιμᾶτε τὴν ἀφθονωτάτην καὶ ἀρίστην πούδραν ΣΙΜΟΝ καὶ τὸ σαπούνι ΣΙΜΟΝ. Πωλοῦνται εἰς ὅλα τὰ φαρμακεῖα καὶ ἀρωματοπωλεῖα. xyxy=(562,1437,825,1501)
divider xyxy=(562,1615,825,1616)
strike-text: Μεταξὺ τῶν μουσικῶν τῆς Κερκύρας ἐκηρύχθη ἀπεργία διότι ἀπαιτοῦν αὔξησιν μισθῶν κατὰ τὴν διάρκειαν τῆς παραμονῆς τοῦ Αὐτοκράτορος. Αἱ ἀρχαὶ ἐλπίζουν νὰ ἐπιτύχουν συμβιβασμόν. xyxy=(1130,538,1388,618)
divider xyxy=(1130,765,1388,767)
divider xyxy=(1399,1492,1575,1494)
column-5 xyxy=(1122,110,1575,2315)
serial-paragraph: Ἡ Δραγομίρα εἶχε νικήσει. Τὸ σχέδιον αὐτῆς ἐτελεσφόρησεν ἐντελῶς καὶ ὁ κόμης Σολτύκ ἦτο ἐντελῶς εἰς τὰς χεῖράς της. Ἤδη δὲν ἔμενε παρὰ νὰ τὸν ὁδηγήσῃ εἰς τὴν αἴρεσιν τῶν Σαγηνευτῶν τῶν Ψυχῶν. xyxy=(844,391,1111,488)
column-divider xyxy=(1119,110,1121,2290)
trauma-heading: Ο ΤΡΑΥΜΑΤΙΣΜΟΣ ΤΟΥ ΔΙΕΡΜΗΝΕΩΣ xyxy=(1411,1257,1563,1284)
notices-footer: ΟΛΑ ΤΑ ΕΞΑΡΤΗΜΑΤΑ ΑΣΕΤΥΛΙΝΗΣ xyxy=(18,1941,251,1956)
prince-heading: ΤΟΥ ΠΡΙΓΚΗΠΟΣ ΜΠΥΛΩΦ xyxy=(1158,1319,1360,1336)
headline-sub: ΠΟΤΕ ΑΦΙΚΝΕΙΤΑΙ Ο ΚΑΪΖΕΡ xyxy=(1134,166,1562,199)
divider xyxy=(1399,1059,1575,1061)
ad-line-1: Ο ΜΕΓΑΣ ΕΜΠΟΡΟΡΡΑΠΤΙΚΟΣ ΟΙΚΟΣ xyxy=(592,2126,1081,2153)
divider xyxy=(562,361,825,363)
ad-line-3: ΟΔΟΣ ΣΤΑΔΙΟΥ 46 ΚΑΤΩΘΕΝ ΑΡΣΑΚΕΙΟΥ xyxy=(702,2229,970,2244)
lady-ad: Δεσποινὶς ἀποτελοῦσα πρωτοβάθμιος διδασκάλισσα, παραδίδει μαθήματα ἐπὶ τῆς Ἑλληνικῆς καὶ Γαλλικῆς, εἰς οἰκίας, ἐπὶ λογικοῖς ὅροις. xyxy=(562,1625,825,1690)
serial-paragraph: — Ὁ Θεὸς δὲν θέλει τὸν θάνατον τοῦ ἁμαρτωλοῦ, ἀλλὰ τὴν μετάνοιάν του. Ἀλλὰ πρέπει νὰ δώσῃς ὅ,τι ἔχεις διὰ νὰ σωθῇς. xyxy=(844,1517,1111,1582)
serial-paragraph: — Εἶσαι σύ; ἐψιθύρισεν. Ἐνόμιζα ὅτι μὲ ἐγκατέλειψες... xyxy=(844,1072,1111,1104)
kerkyra-text: ΚΕΡΚΥΡΑ, 17 Μαρτίου.— Ἐλέγχεται ὡς ἀνακριβὴς ἡ ἐνταῦθα τηλεγραφηθεῖσα εἰς Ἀθήνας εἴδησις περὶ τῆς ὥρας τῆς ἀφίξεως τοῦ Αὐτοκράτορος. Βέβαιον εἶναι ὅτι ἡ ἄφιξις θὰ γίνῃ τὴν 25 Μαρτίου. Σήμερον ἀνεχώρησεν ἐκ Κερκύρας ἡ ἀτμάκατος τοῦ Ἀχιλλείου διὰ νὰ παραλάβῃ τὰ πρὸς κατασκευὴν ὑλικά. xyxy=(1130,320,1388,498)
article-paragraph: Ὑμνος πρὸς τὴν ἀρετὴν σοῦ καὶ τὰ ἔργα σου τὸ ἔθνος καὶ τὴν ψυχὴν σου τὴν ταπεινήν, ἡ μνημοσύνη τῆς ἐπιστήμης. Ὅθεν εὐγνωμονοῦντες οἱ μαθηταί σου, σὲ ἀγαπῶσιν ὡς πατέρα καὶ σὲ σέβονται ὡς διδάσκαλον, διότι ἐγένου ἡ ζωὴ τοῦ πνεύματος αὐτῶν. xyxy=(562,237,825,349)
divider xyxy=(1130,1281,1388,1283)
serial-paragraph: Ἤρπασε τὴν χεῖρα τῆς Δραγομίρας καὶ τὴν ἠσπάσθη, ἔπειτα ἐπανέπεσεν ἐπὶ τῶν προσκεφαλαίων τῆς κλίνης του καὶ ἔστρεψε τὸ πρόσωπον πρὸς τὸν τοῖχον. xyxy=(844,212,1111,277)
